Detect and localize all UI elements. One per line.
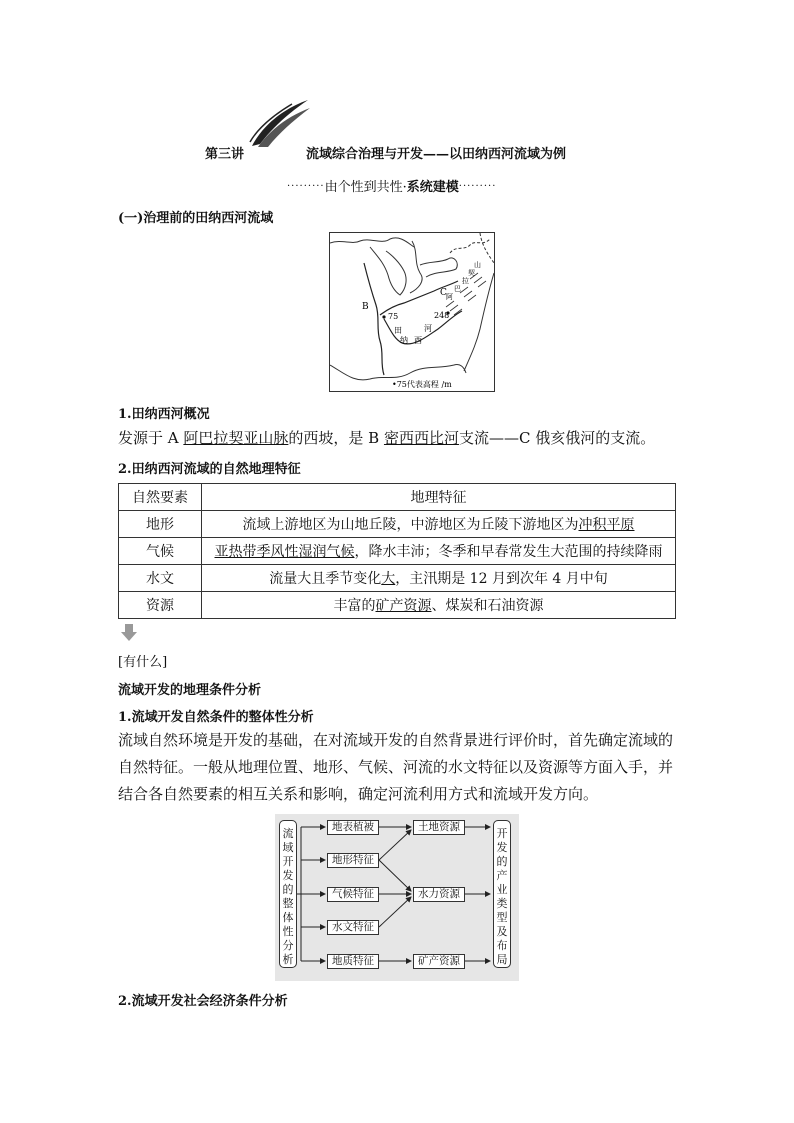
table-cell: 流域上游地区为山地丘陵，中游地区为丘陵下游地区为冲积平原 [202, 511, 676, 538]
table-cell: 亚热带季风性湿润气候，降水丰沛；冬季和早春常发生大范围的持续降雨 [202, 538, 676, 565]
flowchart-right-box: 开发的产业类型及布局 [493, 820, 511, 968]
map-label-b: B [362, 302, 369, 312]
table-cell: 丰富的矿产资源、煤炭和石油资源 [202, 592, 676, 619]
map-legend-note: •75代表高程 /m [392, 380, 452, 389]
lecture-number: 第三讲 [205, 147, 245, 162]
table-row [119, 538, 676, 565]
map-river-char: 纳 [400, 336, 408, 345]
map-river-char: 田 [394, 326, 402, 335]
map-mountain-char: 拉 [462, 277, 469, 285]
map-mountain-char: 阿 [446, 293, 453, 301]
map-label-c: C [440, 288, 447, 298]
table-header-cell: 地理特征 [202, 484, 676, 511]
map-figure [330, 233, 494, 391]
table-cell: 水文 [119, 565, 202, 592]
table-cell: 地形 [119, 511, 202, 538]
flowchart-arrows [275, 814, 519, 981]
map-river-char: 西 [414, 336, 422, 345]
table-header-cell: 自然要素 [119, 484, 202, 511]
flowchart-factor: 地表植被 [327, 820, 379, 835]
analysis-subheading: 2.流域开发社会经济条件分析 [118, 994, 288, 1009]
flowchart-resource: 水力资源 [413, 887, 465, 902]
table-cell: 资源 [119, 592, 202, 619]
table-row [119, 565, 676, 592]
section-heading: (一)治理前的田纳西河流域 [118, 211, 274, 226]
section-subtitle: ·········由个性到共性·系统建模········· [287, 180, 497, 195]
page-title [205, 143, 566, 162]
map-elevation-75: 75 [388, 312, 399, 321]
map-mountain-char: 契 [468, 269, 475, 277]
overview-heading: 1.田纳西河概况 [118, 407, 210, 422]
tennessee-river-map [329, 232, 495, 392]
header-swoosh-icon [248, 98, 312, 148]
flowchart-factor: 地质特征 [327, 954, 379, 969]
analysis-subheading: 1.流域开发自然条件的整体性分析 [118, 710, 314, 725]
table-cell: 气候 [119, 538, 202, 565]
overview-text: 发源于 A 阿巴拉契亚山脉的西坡，是 B 密西西比河支流——C 俄亥俄河的支流。 [118, 429, 656, 447]
lecture-title: 流域综合治理与开发——以田纳西河流域为例 [306, 147, 567, 162]
section-tag: [有什么] [118, 655, 168, 670]
flowchart-resource: 矿产资源 [413, 954, 465, 969]
map-mountain-char: 巴 [454, 285, 461, 293]
analysis-heading: 流域开发的地理条件分析 [118, 683, 262, 698]
table-row [119, 592, 676, 619]
map-river-char: 河 [424, 324, 432, 333]
features-heading: 2.田纳西河流域的自然地理特征 [118, 462, 301, 477]
analysis-paragraph: 流域自然环境是开发的基础，在对流域开发的自然背景进行评价时，首先确定流域的自然特征。一般从地理位置、地形、气候、河流的水文特征以及资源等方面入手，并结合各自然要素的相互关系和影响，确定河流利用方式和流域开发方向。 [118, 731, 674, 803]
table-cell: 流量大且季节变化大，主汛期是 12 月到次年 4 月中旬 [202, 565, 676, 592]
table-header-row [119, 484, 676, 511]
map-mountain-char: 山 [474, 261, 481, 269]
development-flowchart [275, 814, 519, 981]
features-table [118, 483, 676, 619]
table-row [119, 511, 676, 538]
arrow-down-icon [120, 624, 138, 642]
flowchart-left-box: 流域开发的整体性分析 [279, 820, 297, 968]
flowchart-resource: 土地资源 [413, 820, 465, 835]
flowchart-factor: 地形特征 [327, 853, 379, 868]
flowchart-factor: 气候特征 [327, 887, 379, 902]
map-elevation-248: 248 [434, 311, 450, 320]
flowchart-factor: 水文特征 [327, 920, 379, 935]
